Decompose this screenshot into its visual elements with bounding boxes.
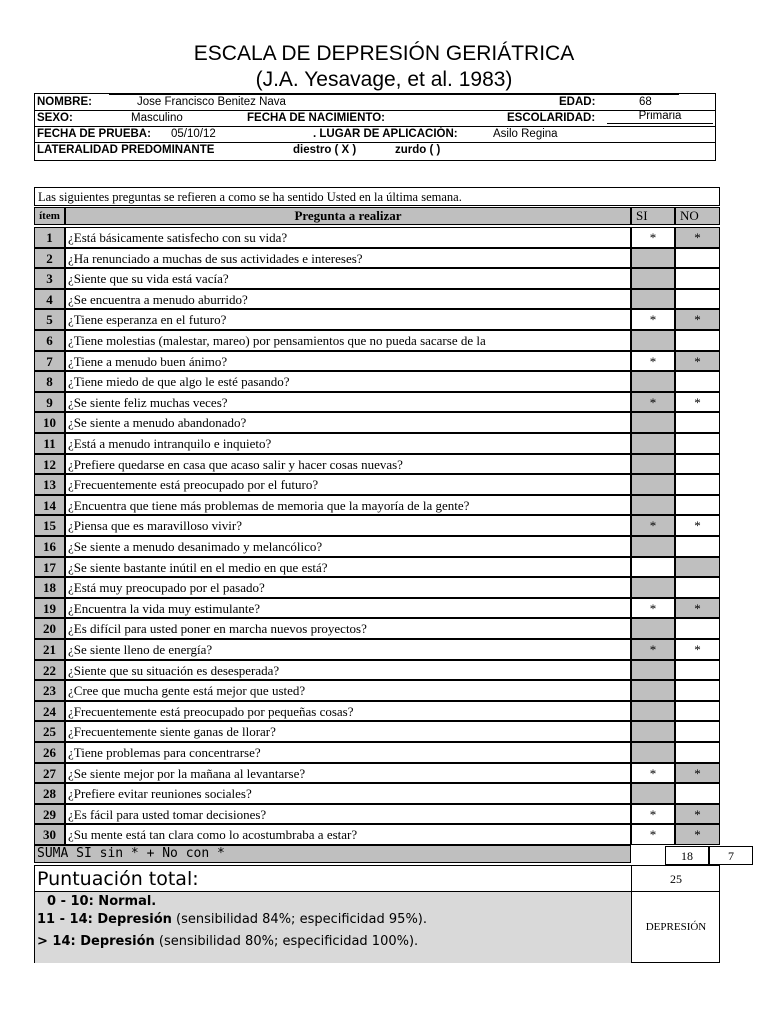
info-row-lateralidad — [35, 142, 715, 158]
table-row — [34, 474, 720, 495]
table-row — [34, 804, 720, 825]
diestro-option: diestro ( X ) — [293, 144, 357, 156]
header-item: ítem — [34, 207, 65, 225]
total-label: Puntuación total: — [35, 866, 631, 892]
question-text: ¿Su mente está tan clara como lo acostumbraba a estar? — [65, 824, 631, 845]
answer-si-cell — [631, 721, 675, 742]
edad-value: 68 — [639, 96, 652, 108]
answer-si-cell — [631, 330, 675, 351]
answer-si-cell — [631, 454, 675, 475]
nombre-label: NOMBRE: — [37, 96, 92, 108]
table-row — [34, 680, 720, 701]
legend-line: > 14: Depresión (sensibilidad 80%; especificidad 100%). — [37, 934, 419, 949]
answer-si-cell — [631, 701, 675, 722]
answer-no-cell — [675, 289, 720, 310]
form-subtitle: (J.A. Yesavage, et al. 1983) — [255, 68, 513, 91]
question-text: ¿Frecuentemente está preocupado por el futuro? — [65, 474, 631, 495]
answer-si-cell: * — [631, 598, 675, 619]
item-number: 3 — [34, 268, 65, 289]
table-row — [34, 618, 720, 639]
item-number: 9 — [34, 392, 65, 413]
fecha-prueba-label: FECHA DE PRUEBA: — [37, 128, 151, 140]
item-number: 13 — [34, 474, 65, 495]
item-number: 27 — [34, 763, 65, 784]
lateralidad-label: LATERALIDAD PREDOMINANTE — [37, 144, 215, 156]
answer-no-cell — [675, 248, 720, 269]
table-row — [34, 763, 720, 784]
score-legend — [35, 892, 631, 963]
item-number: 23 — [34, 680, 65, 701]
item-number: 25 — [34, 721, 65, 742]
question-text: ¿Ha renunciado a muchas de sus actividades e intereses? — [65, 248, 631, 269]
answer-si-cell — [631, 371, 675, 392]
question-text: ¿Tiene esperanza en el futuro? — [65, 309, 631, 330]
answer-si-cell: * — [631, 392, 675, 413]
answer-si-cell: * — [631, 639, 675, 660]
table-row — [34, 701, 720, 722]
header-no: NO — [675, 207, 720, 225]
answer-si-cell — [631, 557, 675, 578]
answer-no-cell — [675, 680, 720, 701]
question-text: ¿Prefiere evitar reuniones sociales? — [65, 783, 631, 804]
item-number: 12 — [34, 454, 65, 475]
item-number: 17 — [34, 557, 65, 578]
question-text: ¿Tiene miedo de que algo le esté pasando? — [65, 371, 631, 392]
answer-no-cell: * — [675, 515, 720, 536]
question-text: ¿Está a menudo intranquilo e inquieto? — [65, 433, 631, 454]
question-text: ¿Es fácil para usted tomar decisiones? — [65, 804, 631, 825]
answer-no-cell — [675, 371, 720, 392]
legend-line: 11 - 14: Depresión (sensibilidad 84%; especificidad 95%). — [37, 912, 427, 927]
answer-si-cell — [631, 680, 675, 701]
item-number: 22 — [34, 660, 65, 681]
question-text: ¿Prefiere quedarse en casa que acaso salir y hacer cosas nuevas? — [65, 454, 631, 475]
answer-si-cell — [631, 248, 675, 269]
answer-no-cell — [675, 474, 720, 495]
answer-no-cell: * — [675, 763, 720, 784]
info-row-nombre — [35, 94, 715, 111]
answer-no-cell — [675, 721, 720, 742]
question-text: ¿Está básicamente satisfecho con su vida? — [65, 227, 631, 248]
item-number: 24 — [34, 701, 65, 722]
item-number: 11 — [34, 433, 65, 454]
answer-si-cell: * — [631, 763, 675, 784]
item-number: 19 — [34, 598, 65, 619]
answer-si-cell — [631, 660, 675, 681]
question-text: ¿Tiene molestias (malestar, mareo) por pensamientos que no pueda sacarse de la — [65, 330, 631, 351]
table-row — [34, 392, 720, 413]
diagnosis: DEPRESIÓN — [645, 921, 707, 933]
question-text: ¿Se siente lleno de energía? — [65, 639, 631, 660]
table-row — [34, 454, 720, 475]
total-box — [34, 865, 720, 963]
fecha-prueba-value: 05/10/12 — [171, 128, 216, 140]
zurdo-option: zurdo ( ) — [395, 144, 441, 156]
answer-no-cell: * — [675, 392, 720, 413]
item-number: 16 — [34, 536, 65, 557]
fecha-nacimiento-value — [391, 110, 507, 111]
answer-no-cell: * — [675, 598, 720, 619]
suma-no-total: 7 — [709, 846, 753, 865]
answer-no-cell — [675, 742, 720, 763]
item-number: 10 — [34, 412, 65, 433]
question-text: ¿Frecuentemente está preocupado por pequeñas cosas? — [65, 701, 631, 722]
item-number: 28 — [34, 783, 65, 804]
answer-no-cell — [675, 412, 720, 433]
question-text: ¿Se siente a menudo desanimado y melancólico? — [65, 536, 631, 557]
item-number: 2 — [34, 248, 65, 269]
answer-si-cell — [631, 742, 675, 763]
table-header — [34, 207, 720, 225]
question-text: ¿Se siente mejor por la mañana al levantarse? — [65, 763, 631, 784]
question-text: ¿Cree que mucha gente está mejor que usted? — [65, 680, 631, 701]
question-text: ¿Piensa que es maravilloso vivir? — [65, 515, 631, 536]
answer-no-cell: * — [675, 824, 720, 845]
answer-no-cell — [675, 783, 720, 804]
question-text: ¿Se encuentra a menudo aburrido? — [65, 289, 631, 310]
legend-line: 0 - 10: Normal. — [47, 894, 157, 909]
answer-si-cell: * — [631, 515, 675, 536]
sexo-value: Masculino — [131, 112, 183, 124]
question-text: ¿Tiene problemas para concentrarse? — [65, 742, 631, 763]
item-number: 6 — [34, 330, 65, 351]
answer-si-cell — [631, 268, 675, 289]
question-text: ¿Está muy preocupado por el pasado? — [65, 577, 631, 598]
table-row — [34, 783, 720, 804]
info-row-sexo — [35, 110, 715, 127]
suma-si-total: 18 — [665, 846, 709, 865]
item-number: 8 — [34, 371, 65, 392]
answer-no-cell — [675, 495, 720, 516]
answer-no-cell — [675, 660, 720, 681]
answer-no-cell — [675, 577, 720, 598]
table-row — [34, 639, 720, 660]
form-title: ESCALA DE DEPRESIÓN GERIÁTRICA — [193, 42, 575, 65]
nombre-value: Jose Francisco Benitez Nava — [137, 96, 286, 108]
item-number: 4 — [34, 289, 65, 310]
item-number: 1 — [34, 227, 65, 248]
table-row — [34, 351, 720, 372]
answer-si-cell — [631, 618, 675, 639]
table-row — [34, 495, 720, 516]
answer-si-cell — [631, 536, 675, 557]
table-row — [34, 371, 720, 392]
table-row — [34, 227, 720, 248]
table-row — [34, 742, 720, 763]
answer-si-cell — [631, 577, 675, 598]
lugar-label: . LUGAR DE APLICACIÓN: — [313, 128, 458, 140]
item-number: 5 — [34, 309, 65, 330]
item-number: 29 — [34, 804, 65, 825]
total-score: 25 — [632, 866, 720, 892]
answer-no-cell — [675, 701, 720, 722]
table-row — [34, 412, 720, 433]
escolaridad-label: ESCOLARIDAD: — [507, 112, 596, 124]
answer-no-cell — [675, 433, 720, 454]
table-row — [34, 577, 720, 598]
answer-si-cell: * — [631, 309, 675, 330]
answer-no-cell: * — [675, 309, 720, 330]
header-si: SI — [631, 207, 675, 225]
answer-no-cell — [675, 330, 720, 351]
question-text: ¿Se siente bastante inútil en el medio en que está? — [65, 557, 631, 578]
item-number: 26 — [34, 742, 65, 763]
answer-no-cell: * — [675, 639, 720, 660]
answer-si-cell: * — [631, 351, 675, 372]
header-pregunta: Pregunta a realizar — [65, 207, 631, 225]
answer-si-cell — [631, 783, 675, 804]
table-row — [34, 330, 720, 351]
item-number: 30 — [34, 824, 65, 845]
lugar-value: Asilo Regina — [493, 128, 558, 140]
table-row — [34, 268, 720, 289]
answer-si-cell — [631, 412, 675, 433]
item-number: 18 — [34, 577, 65, 598]
answer-no-cell: * — [675, 351, 720, 372]
table-row — [34, 433, 720, 454]
item-number: 20 — [34, 618, 65, 639]
info-row-fecha-prueba — [35, 126, 715, 143]
edad-label: EDAD: — [559, 96, 596, 108]
answer-si-cell — [631, 433, 675, 454]
table-row — [34, 536, 720, 557]
question-text: ¿Es difícil para usted poner en marcha nuevos proyectos? — [65, 618, 631, 639]
table-row — [34, 515, 720, 536]
answer-no-cell — [675, 557, 720, 578]
answer-si-cell: * — [631, 227, 675, 248]
answer-si-cell — [631, 495, 675, 516]
answer-si-cell: * — [631, 824, 675, 845]
table-row — [34, 598, 720, 619]
item-number: 15 — [34, 515, 65, 536]
table-row — [34, 557, 720, 578]
question-text: ¿Siente que su situación es desesperada? — [65, 660, 631, 681]
answer-no-cell — [675, 268, 720, 289]
item-number: 14 — [34, 495, 65, 516]
suma-label: SUMA SI sin * + No con * — [34, 845, 631, 863]
table-row — [34, 721, 720, 742]
question-text: ¿Encuentra que tiene más problemas de memoria que la mayoría de la gente? — [65, 495, 631, 516]
table-row — [34, 660, 720, 681]
table-row — [34, 248, 720, 269]
question-text: ¿Se siente a menudo abandonado? — [65, 412, 631, 433]
patient-info-box — [34, 93, 716, 161]
question-text: ¿Encuentra la vida muy estimulante? — [65, 598, 631, 619]
answer-si-cell: * — [631, 804, 675, 825]
answer-si-cell — [631, 474, 675, 495]
sexo-label: SEXO: — [37, 112, 73, 124]
answer-no-cell — [675, 454, 720, 475]
table-row — [34, 824, 720, 845]
question-text: ¿Se siente feliz muchas veces? — [65, 392, 631, 413]
escolaridad-value: Primaria — [607, 110, 713, 124]
instructions-text: Las siguientes preguntas se refieren a como se ha sentido Usted en la última semana. — [34, 187, 720, 206]
table-row — [34, 309, 720, 330]
answer-no-cell: * — [675, 804, 720, 825]
table-row — [34, 289, 720, 310]
question-text: ¿Siente que su vida está vacía? — [65, 268, 631, 289]
item-number: 21 — [34, 639, 65, 660]
answer-no-cell — [675, 536, 720, 557]
answer-si-cell — [631, 289, 675, 310]
question-text: ¿Tiene a menudo buen ánimo? — [65, 351, 631, 372]
item-number: 7 — [34, 351, 65, 372]
answer-no-cell: * — [675, 227, 720, 248]
answer-no-cell — [675, 618, 720, 639]
fecha-nacimiento-label: FECHA DE NACIMIENTO: — [247, 112, 385, 124]
question-text: ¿Frecuentemente siente ganas de llorar? — [65, 721, 631, 742]
